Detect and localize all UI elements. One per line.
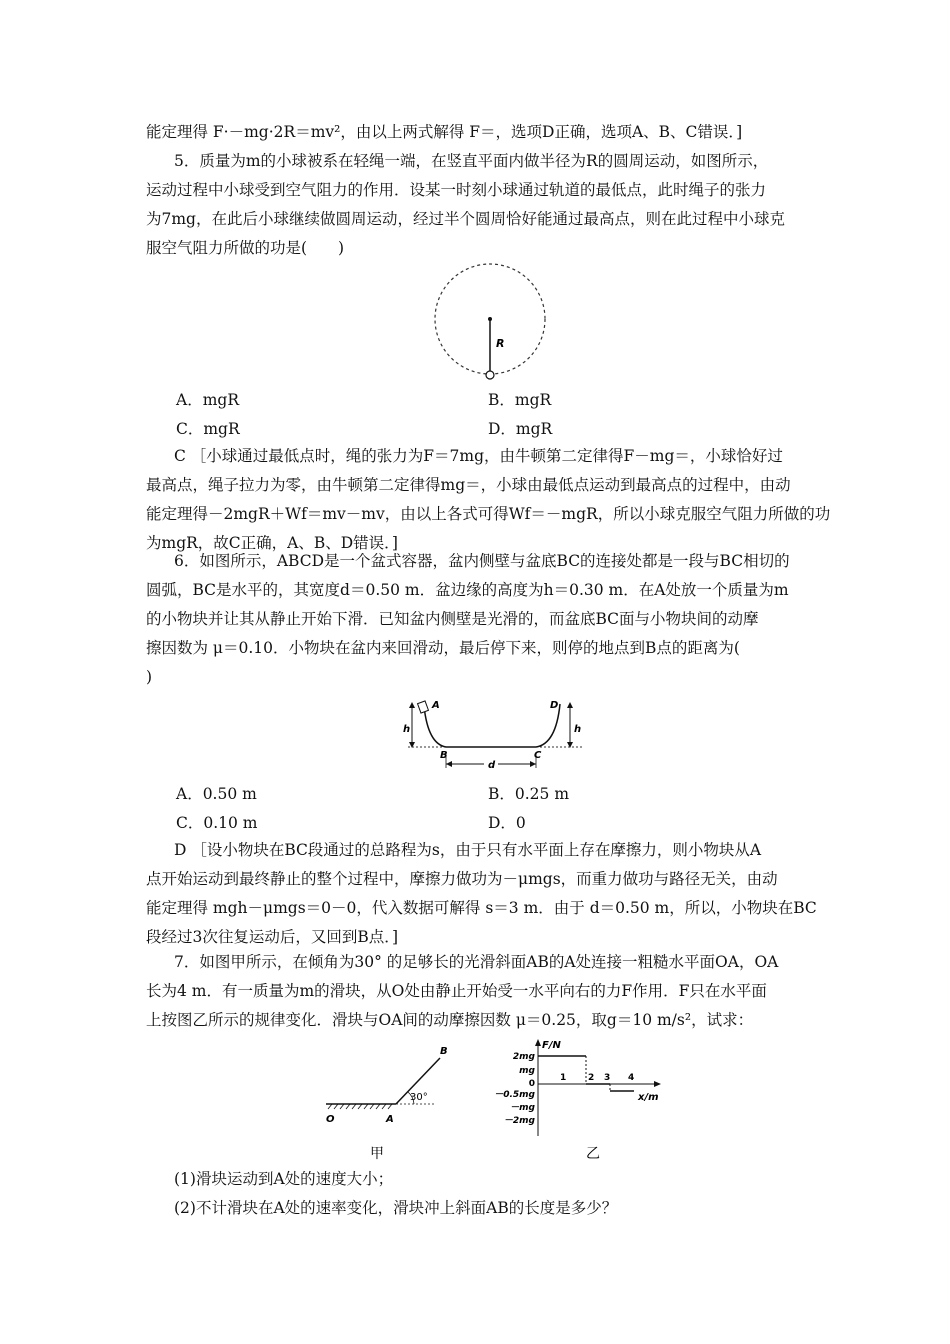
question-7 — [146, 948, 810, 1035]
incline-figure — [318, 1044, 468, 1164]
q5-option-c: C．mgR — [176, 420, 240, 438]
text-line: ) — [146, 668, 153, 686]
force-graph — [490, 1036, 670, 1164]
arrow-head — [409, 702, 415, 708]
h-label-left: h — [403, 724, 411, 735]
label-c: C — [534, 750, 542, 761]
sub-question-2: (2)不计滑块在A处的速率变化，滑块冲上斜面AB的长度是多少？ — [174, 1199, 618, 1217]
text-line: 服空气阻力所做的功是( ) — [146, 239, 345, 257]
angle-label: 30° — [410, 1092, 428, 1103]
y-tick-0: 0 — [528, 1079, 535, 1089]
text-line: C ［小球通过最低点时，绳的张力为F＝7mg，由牛顿第二定律得F－mg＝，小球恰好过 — [174, 447, 783, 465]
text-line: 的小物块并让其从静止开始下滑．已知盆内侧壁是光滑的，而盆底BC面与小物块间的动摩 — [146, 610, 759, 628]
text-line: 上按图乙所示的规律变化．滑块与OA间的动摩擦因数 μ＝0.25，取g＝10 m/s²，试求： — [146, 1011, 754, 1029]
x-tick-1: 1 — [560, 1073, 567, 1083]
q5-option-b: B．mgR — [488, 391, 552, 409]
ball — [486, 371, 494, 379]
label-d: D — [550, 700, 559, 711]
caption-yi: 乙 — [586, 1146, 600, 1162]
label-a: A — [386, 1114, 394, 1125]
text-line: 能定理得－2mgR＋Wf＝mv－mv，由以上各式可得Wf＝－mgR，所以小球克服空气阻力所做的功 — [146, 505, 831, 523]
text-line: 长为4 m．有一质量为m的滑块，从O处由静止开始受一水平向右的力F作用．F只在水平面 — [146, 982, 767, 1000]
text-line: 点开始运动到最终静止的整个过程中，摩擦力做功为－μmgs，而重力做功与路径无关，由动 — [146, 870, 778, 888]
y-tick-mg: mg — [519, 1066, 535, 1076]
q5-option-d: D．mgR — [488, 420, 553, 438]
y-tick-neg-half-mg: －0.5mg — [494, 1090, 535, 1100]
q6-answer — [146, 836, 817, 952]
q6-option-c: C．0.10 m — [176, 814, 258, 832]
text-line: 最高点，绳子拉力为零，由牛顿第二定律得mg＝，小球由最低点运动到最高点的过程中，由动 — [146, 476, 791, 494]
text-line: D ［设小物块在BC段通过的总路程为s，由于只有水平面上存在摩擦力，则小物块从A — [174, 841, 762, 859]
label-a: A — [432, 700, 440, 711]
x-tick-4: 4 — [628, 1073, 635, 1083]
text-line: 6．如图所示，ABCD是一个盆式容器，盆内侧壁与盆底BC的连接处都是一段与BC相切的 — [174, 552, 790, 570]
h-label-right: h — [574, 724, 582, 735]
y-axis-label: F/N — [542, 1040, 561, 1051]
top-paragraph — [146, 118, 810, 147]
arrow-head — [654, 1081, 661, 1087]
q5-answer — [146, 442, 831, 558]
text-line: 运动过程中小球受到空气阻力的作用．设某一时刻小球通过轨道的最低点，此时绳子的张力 — [146, 181, 767, 199]
text-line: 能定理得 F·－mg·2R＝mv²，由以上两式解得 F＝，选项D正确，选项A、B、C错误．] — [146, 123, 743, 141]
x-tick-3: 3 — [604, 1073, 611, 1083]
text-line: 能定理得 mgh－μmgs＝0－0，代入数据可解得 s＝3 m．由于 d＝0.50 m，所以，小物块在BC — [146, 899, 817, 917]
q6-option-b: B．0.25 m — [488, 785, 570, 803]
text-line: 段经过3次往复运动后，又回到B点．] — [146, 928, 399, 946]
question-5 — [146, 147, 810, 263]
q7-sub-questions — [146, 1165, 810, 1223]
d-label: d — [488, 760, 496, 771]
question-6 — [146, 547, 810, 692]
small-block — [418, 701, 429, 713]
basin-profile — [424, 704, 560, 747]
arrow-head — [446, 761, 452, 767]
text-line: 5．质量为m的小球被系在轻绳一端，在竖直平面内做半径为R的圆周运动，如图所示， — [174, 152, 769, 170]
x-tick-2: 2 — [588, 1073, 595, 1083]
force-series — [538, 1056, 634, 1091]
label-b: B — [440, 750, 448, 761]
arrow-head — [530, 761, 536, 767]
caption-jia: 甲 — [370, 1146, 384, 1162]
x-axis-label: x/m — [638, 1092, 659, 1103]
text-line: 为7mg，在此后小球继续做圆周运动，经过半个圆周恰好能通过最高点，则在此过程中小球克 — [146, 210, 785, 228]
arrow-head — [567, 702, 573, 708]
text-line: 擦因数为 μ＝0.10．小物块在盆内来回滑动，最后停下来，则停的地点到B点的距离为( — [146, 639, 740, 657]
y-tick-neg-mg: －mg — [510, 1103, 535, 1113]
q6-option-d: D．0 — [488, 814, 526, 832]
text-line: 为mgR，故C正确，A、B、D错误．] — [146, 534, 398, 552]
sub-question-1: (1)滑块运动到A处的速度大小； — [174, 1170, 394, 1188]
q6-option-a: A．0.50 m — [176, 785, 257, 803]
arrow-head — [535, 1039, 541, 1046]
basin-figure — [400, 696, 590, 774]
circle-figure — [430, 262, 552, 384]
text-line: 圆弧，BC是水平的，其宽度d＝0.50 m．盆边缘的高度为h＝0.30 m．在A处放一个质量为m — [146, 581, 789, 599]
radius-label: R — [496, 337, 505, 350]
label-b: B — [440, 1046, 448, 1057]
label-o: O — [326, 1114, 335, 1125]
text-line: 7．如图甲所示，在倾角为30° 的足够长的光滑斜面AB的A处连接一粗糙水平面OA，OA — [174, 953, 779, 971]
y-tick-neg-2mg: －2mg — [503, 1116, 535, 1126]
q5-option-a: A．mgR — [176, 391, 239, 409]
y-tick-2mg: 2mg — [512, 1052, 535, 1062]
